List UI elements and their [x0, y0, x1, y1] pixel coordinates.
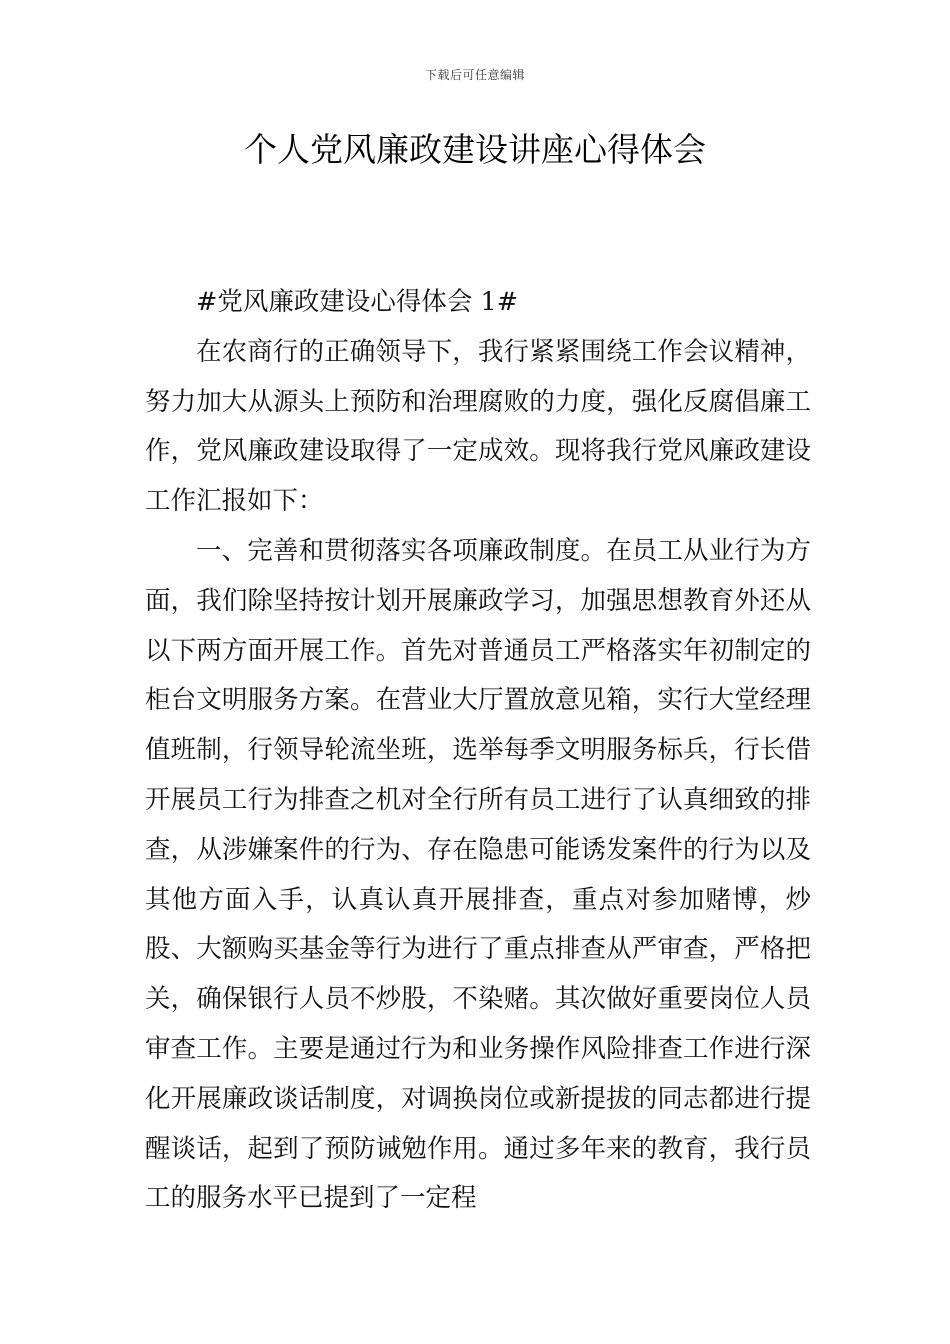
document-body	[145, 278, 811, 1224]
paragraph-section-one: 一、完善和贯彻落实各项廉政制度。在员工从业行为方面，我们除坚持按计划开展廉政学习，加强思想教育外还从以下两方面开展工作。首先对普通员工严格落实年初制定的柜台文明服务方案。在营业大厅置放意见箱，实行大堂经理值班制，行领导轮流坐班，选举每季文明服务标兵，行长借开展员工行为排查之机对全行所有员工进行了认真细致的排查，从涉嫌案件的行为、存在隐患可能诱发案件的行为以及其他方面入手，认真认真开展排查，重点对参加赌博，炒股、大额购买基金等行为进行了重点排查从严审查，严格把关，确保银行人员不炒股，不染赌。其次做好重要岗位人员审查工作。主要是通过行为和业务操作风险排查工作进行深化开展廉政谈话制度，对调换岗位或新提拔的同志都进行提醒谈话，起到了预防诫勉作用。通过多年来的教育，我行员工的服务水平已提到了一定程	[145, 535, 811, 1214]
header-note: 下载后可任意编辑	[424, 68, 525, 82]
document-title: 个人党风廉政建设讲座心得体会	[244, 130, 706, 169]
paragraph-intro: 在农商行的正确领导下，我行紧紧围绕工作会议精神，努力加大从源头上预防和治理腐败的力度，强化反腐倡廉工作，党风廉政建设取得了一定成效。现将我行党风廉政建设工作汇报如下：	[145, 336, 811, 517]
section-heading: #党风廉政建设心得体会 1#	[196, 287, 519, 317]
